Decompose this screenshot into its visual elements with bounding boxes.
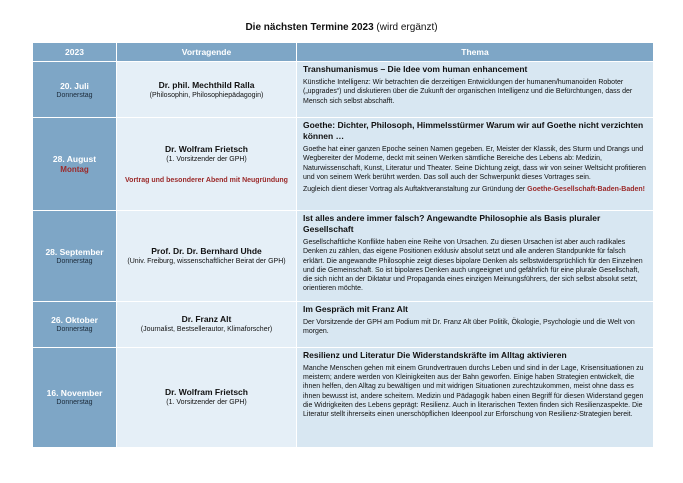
speaker-role: (Univ. Freiburg, wissenschaftlicher Beirat der GPH) [127,257,286,265]
theme-title: Transhumanismus – Die Idee vom human enhancement [303,64,528,74]
event-date: 20. Juli [60,80,89,91]
table-row [33,301,654,347]
theme-description: Der Vorsitzende der GPH am Podium mit Dr. Franz Alt über Politik, Ökologie, Psychologie und die Welt von morgen. [303,318,635,336]
date-cell [33,118,117,211]
speaker-name: Dr. Franz Alt [181,314,232,325]
header-speakers: Vortragende [117,43,297,62]
page-title-rest: (wird ergänzt) [373,22,438,33]
theme-note-text: Zugleich dient dieser Vortrag als Auftaktveranstaltung zur Gründung der [303,186,528,194]
date-cell [33,62,117,118]
header-year: 2023 [33,43,117,62]
event-weekday: Donnerstag [56,399,93,407]
date-cell [33,347,117,447]
table-row [33,118,654,211]
event-date: 26. Oktober [51,315,98,326]
speaker-note: Vortrag und besonderer Abend mit Neugründung [125,176,288,184]
theme-title: Goethe: Dichter, Philosoph, Himmelsstürmer Warum wir auf Goethe nicht verzichten können … [303,120,644,141]
theme-cell [297,347,654,447]
date-cell [33,301,117,347]
theme-cell [297,118,654,211]
theme-description: Goethe hat einer ganzen Epoche seinen Namen gegeben. Er, Meister der Klassik, des Sturm und Drangs und Wegbereiter der Moderne, deckt mit seinen Werken sämtliche Bereiche des Lebens ab: Medizin, Naturwissenschaft, Kunst, Literatur und Theater. Seine Dichtung zeigt, dass wir von seiner Weltsicht profitieren und von seinem Werk berührt werden. Das soll auch der Schwerpunkt dieses Vortrages sein. [303,146,646,181]
speaker-role: (Journalist, Bestsellerautor, Klimaforscher) [140,326,273,334]
table-row [33,211,654,302]
event-weekday: Donnerstag [56,326,93,334]
speaker-name: Dr. Wolfram Frietsch [165,143,248,154]
speaker-cell [117,301,297,347]
theme-cell [297,301,654,347]
theme-note-highlight: Goethe-Gesellschaft-Baden-Baden! [527,186,645,194]
event-weekday: Donnerstag [56,91,93,99]
theme-cell [297,211,654,302]
theme-title: Resilienz und Literatur Die Widerstandskräfte im Alltag aktivieren [303,349,567,360]
event-date: 16. November [46,388,103,399]
speaker-cell [117,62,297,118]
speaker-name: Dr. Wolfram Frietsch [165,387,248,398]
event-date: 28. August [52,154,97,164]
theme-description: Künstliche Intelligenz: Wir betrachten die derzeitigen Entwicklungen der humanen/humanoiden Roboter („upgrades“) und diskutieren über die Zukunft der organischen Intelligenz und die Befürchtungen, dass der Mensch sich selbst abschafft. [303,79,633,105]
event-date: 28. September [45,246,104,257]
event-weekday: Montag [60,165,89,174]
theme-title: Im Gespräch mit Franz Alt [303,303,409,314]
table-row [33,62,654,118]
page-title [0,22,683,33]
speaker-cell [117,347,297,447]
schedule-table [32,42,654,448]
theme-cell [297,62,654,118]
speaker-name: Dr. phil. Mechthild Ralla [158,79,255,90]
event-weekday: Donnerstag [56,257,93,265]
speaker-cell [117,118,297,211]
theme-description: Gesellschaftliche Konflikte haben eine Reihe von Ursachen. Zu diesen Ursachen ist aber auch radikales Denken zu zählen, das eigene Positionen exklusiv absolut setzt und alle anderen Standpunkte für falsch erklärt. Die angewandte Philosophie zeigt dieses bipolare Denken als selbstwidersprüchlich für den Einzelnen und die Gemeinschaft. So ist bipolares Denken auch ungeeignet und gefährlich für eine plurale Gesellschaft, die sich nicht an der Diktatur und Propaganda eines einzigen Meinungsführers, der sich selbst absolut setzt, orientieren möchte. [303,239,643,293]
speaker-name: Prof. Dr. Dr. Bernhard Uhde [151,245,262,256]
header-row [33,43,654,62]
table-row [33,347,654,447]
page-title-bold: Die nächsten Termine 2023 [245,22,374,33]
speaker-role: (Philosophin, Philosophiepädagogin) [149,91,264,99]
speaker-role: (1. Vorsitzender der GPH) [166,155,247,163]
theme-title: Ist alles andere immer falsch? Angewandte Philosophie als Basis pluraler Gesellschaft [303,213,601,234]
date-cell [33,211,117,302]
speaker-cell [117,211,297,302]
theme-note [303,185,647,194]
speaker-role: (1. Vorsitzender der GPH) [166,399,247,407]
header-theme: Thema [297,43,654,62]
theme-description: Manche Menschen gehen mit einem Grundvertrauen durchs Leben und sind in der Lage, Krisensituationen zu meistern; andere werden von Kleinigkeiten aus der Bahn geworfen. Einige haben Strategien entwickelt, die ihnen helfen, den Alltag zu bewältigen und mit widrigen Situationen zurechtzukommen, meist ohne dass es ihnen bewusst ist, andere scheitern. Medizin und Pädagogik haben einen Begriff für diesen Widerstand gegen die Widrigkeiten des Lebens geprägt: Resilienz. Auch in literarischen Texten finden sich Resilienzaspekte. Die Literatur stellt ihrerseits einen unerschöpflichen Ideenpool zur Erforschung von Resilienz-Strategien bereit. [303,364,644,419]
